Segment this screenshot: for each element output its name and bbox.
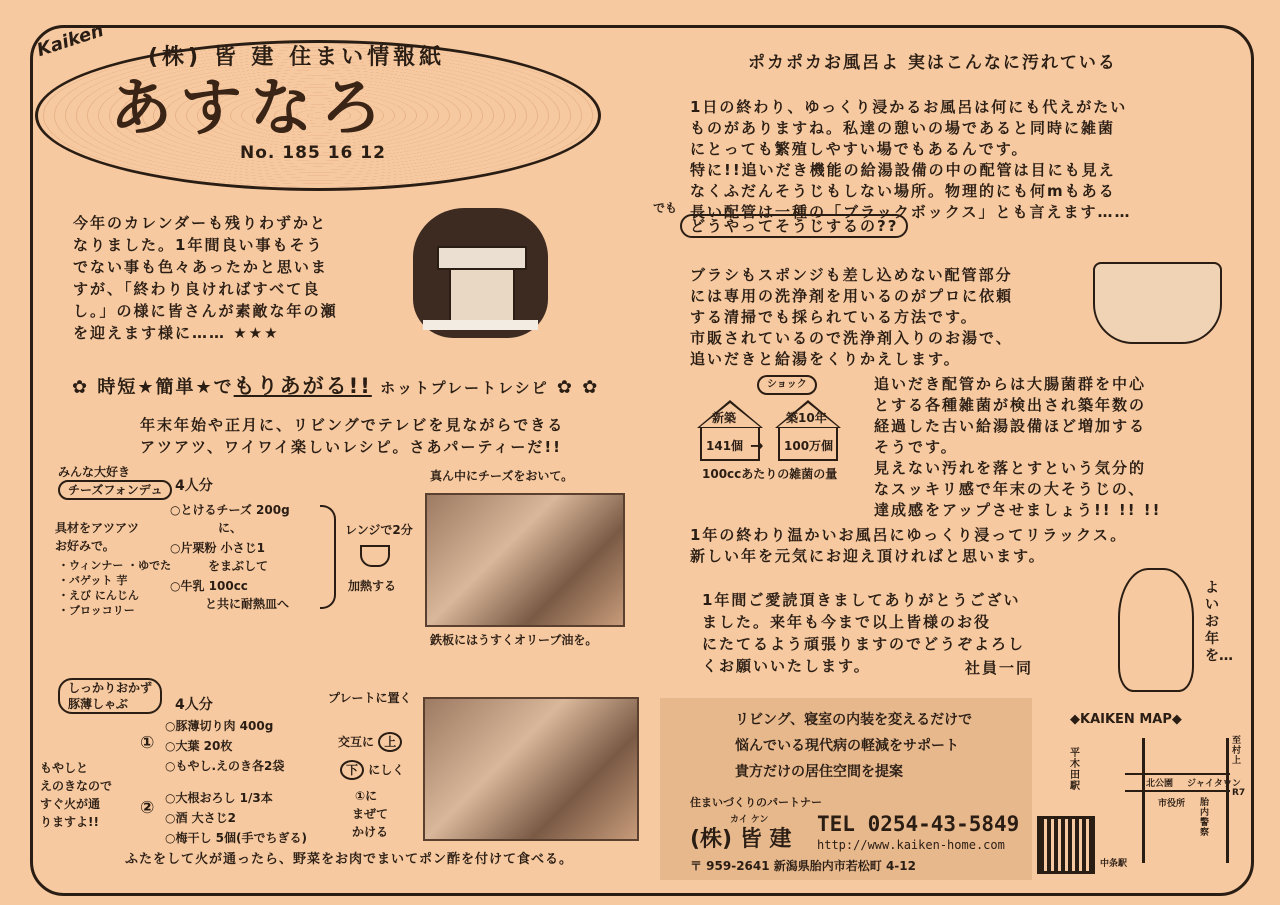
shock-label: ショック [757, 375, 817, 395]
bacteria-paragraph: そうです。 [874, 438, 958, 456]
pork-sauce: ○大根おろし 1/3本 [165, 791, 273, 805]
intro-line: 今年のカレンダーも残りわずかと [73, 214, 328, 232]
shrine-building [449, 268, 515, 327]
mix-note: かける [352, 825, 389, 839]
recipe-intro: 年末年始や正月に、リビングでテレビを見ながらできる [140, 416, 565, 434]
bacteria-paragraph: 達成感をアップさせましょう!! !! !! [874, 501, 1162, 519]
promo-line: リビング、寝室の内装を変えるだけで [735, 712, 973, 728]
cleaning-paragraph: ブラシもスポンジも差し込めない配管部分 [690, 266, 1013, 284]
fondue-item: ・バゲット 芋 [58, 574, 128, 587]
fondue-tag [58, 464, 172, 500]
side-note: えのきなので [40, 779, 113, 793]
map-label: 北公園 [1146, 779, 1174, 789]
map-road [1226, 738, 1229, 863]
company-furigana: カイ ケン [730, 815, 769, 825]
side-note: もやしと [40, 761, 89, 775]
pork-ingredient: ○豚薄切り肉 400g [165, 719, 274, 733]
map-road [1125, 790, 1230, 792]
intro-line: を迎えます様に…… ★★★ [73, 324, 280, 342]
promo-line: 貴方だけの居住空間を提案 [735, 764, 903, 780]
mix-note: まぜて [352, 807, 389, 821]
top-mark: 上 [378, 732, 402, 752]
company-website[interactable]: http://www.kaiken-home.com [817, 838, 1005, 852]
plate-note: プレートに置く [328, 691, 412, 705]
pork-tag-box [58, 678, 162, 714]
partner-label: 住まいづくりのパートナー [690, 796, 822, 809]
new-house-label: 新築 [712, 411, 737, 425]
closing-line: ました。来年も今まで以上皆様のお役 [702, 613, 992, 631]
map-label: 至村上 [1232, 736, 1242, 766]
fondue-ingredient-note: と共に耐熱皿へ [205, 597, 290, 611]
map-label: 胎内警察 [1200, 798, 1210, 838]
recipe-heading-pre: 時短★簡単★で [97, 377, 234, 398]
but-label: でも [653, 201, 678, 215]
bath-paragraph: 特に!!追いだき機能の給湯設備の中の配管は目にも見え [690, 161, 1116, 179]
bacteria-paragraph: 追いだき配管からは大腸菌群を中心 [874, 375, 1147, 393]
side-note: りますよ!! [40, 815, 99, 829]
cleaning-paragraph: 市販されているので洗浄剤入りのお湯で、 [690, 329, 1013, 347]
pork-ingredient: ○もやし.えのき各2袋 [165, 759, 285, 773]
cleaning-paragraph: には専用の洗浄剤を用いるのがプロに依頼 [690, 287, 1014, 305]
map-label: 市役所 [1158, 799, 1186, 809]
snow-ground [423, 320, 538, 330]
closing-line: にたてるよう頑張りますのでどうぞよろし [702, 635, 1026, 653]
fondue-left: お好みで。 [55, 539, 115, 553]
map-road [1125, 773, 1230, 775]
flower-icon: ✿ [72, 377, 98, 398]
fondue-left: 具材をアツアツ [55, 521, 140, 535]
map-road [1142, 738, 1145, 863]
recipe-heading-post: ホットプレートレシピ [380, 379, 549, 397]
closing-line: くお願いいたします。 [702, 657, 871, 675]
cat-illustration [1118, 568, 1194, 692]
fondue-items [58, 558, 171, 618]
pork-ingredient: ○大葉 20枚 [165, 739, 233, 753]
bacteria-paragraph: 経過した古い給湯設備ほど増加する [874, 417, 1147, 435]
cleaning-paragraph: 追いだきと給湯をくりかえします。 [690, 350, 961, 368]
step-number: ② [140, 798, 155, 818]
bowl-icon [360, 545, 390, 567]
company-name: (株) 皆 建 [690, 827, 792, 852]
issue-number: No. 185 16 12 [240, 143, 386, 163]
map-title: ◆KAIKEN MAP◆ [1070, 712, 1182, 727]
intro-line: なりました。1年間良い事もそう [73, 236, 324, 254]
relax-line: 新しい年を元気にお迎え頂ければと思います。 [690, 547, 1046, 565]
fondue-step: レンジで2分 [345, 523, 413, 537]
shrine-roof [437, 246, 527, 270]
fondue-item: ・えび にんじん [58, 589, 139, 602]
fondue-ingredient-note: に、 [218, 521, 243, 535]
bath-paragraph: ものがありますね。私達の憩いの場であると同時に雑菌 [690, 119, 1116, 137]
bath-paragraph: にとっても繁殖しやすい場でもあるんです。 [690, 140, 1029, 158]
old-house-label: 築10年 [786, 411, 827, 425]
side-note: すぐ火が通 [40, 797, 101, 811]
map-label: R7 [1232, 788, 1246, 798]
unit-caption: 100ccあたりの雑菌の量 [702, 467, 838, 481]
closing-line: 1年間ご愛読頂きましてありがとうござい [702, 591, 1021, 609]
flower-icon: ✿ ✿ [548, 377, 600, 398]
fondue-ingredient-note: をまぶして [208, 559, 269, 573]
fondue-serves: 4人分 [175, 478, 213, 494]
bottom-text: にしく [368, 763, 405, 777]
bath-paragraph: 1日の終わり、ゆっくり浸かるお風呂は何にも代えがたい [690, 98, 1128, 116]
intro-line: でない事も色々あったかと思いま [73, 258, 328, 276]
bottom-note [340, 760, 404, 780]
relax-line: 1年の終わり温かいお風呂にゆっくり浸ってリラックス。 [690, 526, 1128, 544]
pork-serves: 4人分 [175, 697, 213, 713]
photo-caption: 鉄板にはうすくオリーブ油を。 [430, 633, 598, 647]
new-house-count: 141個 [706, 439, 744, 453]
company-phone[interactable]: TEL 0254-43-5849 [817, 812, 1020, 836]
bacteria-paragraph: 見えない汚れを落とすという気分的 [874, 459, 1147, 477]
closing-signature: 社員一同 [965, 659, 1034, 677]
intro-line: すが、「終わり良ければすべて良 [73, 280, 321, 298]
kaiken-logo: Kaiken [34, 19, 107, 62]
pork-sauce: ○酒 大さじ2 [165, 811, 236, 825]
organization-label: (株) 皆 建 住まい情報紙 [148, 45, 446, 70]
old-house-count: 100万個 [784, 439, 834, 453]
newsletter-title: あすなろ [110, 71, 391, 144]
fondue-photo [425, 493, 625, 627]
mix-note: ①に [355, 789, 378, 803]
shrine-illustration [413, 208, 548, 338]
bottom-mark: 下 [340, 760, 364, 780]
pork-sauce: ○梅干し 5個(手でちぎる) [165, 831, 307, 845]
arrow-icon: → [750, 436, 764, 455]
bath-heading: ポカポカお風呂よ 実はこんなに汚れている [748, 53, 1117, 73]
company-address: 〒 959-2641 新潟県胎内市若松町 4-12 [690, 859, 916, 873]
intro-line: し。」の様に皆さんが素敵な年の瀬 [73, 302, 338, 320]
fondue-step: 加熱する [348, 579, 397, 593]
bacteria-paragraph: なスッキリ感で年末の大そうじの、 [874, 480, 1146, 498]
alternate-text: 交互に [338, 735, 375, 749]
recipe-heading [72, 370, 599, 400]
bath-paragraph: なくふだんそうじもしない場所。物理的にも何mもある [690, 182, 1116, 200]
fondue-item: ・ウィンナー ・ゆでた [58, 559, 172, 572]
promo-line: 悩んでいる現代病の軽減をサポート [735, 738, 959, 754]
fondue-ingredient: ○牛乳 100cc [170, 579, 248, 593]
bathtub-illustration [1093, 262, 1222, 344]
qr-code[interactable] [1037, 816, 1095, 874]
recipe-intro: アツアツ、ワイワイ楽しいレシピ。さあパーティーだ!! [140, 438, 563, 456]
fondue-brace [320, 505, 336, 609]
fondue-tag-title: チーズフォンデュ [58, 480, 172, 500]
bath-paragraph: 長い配管は一種の「ブラックボックス」とも言えます…… [690, 203, 1132, 221]
new-year-greeting: よいお年を… [1205, 580, 1233, 664]
fondue-item: ・ブロッコリー [58, 604, 135, 617]
recipe-heading-emphasis: もりあがる!! [233, 374, 372, 398]
bacteria-paragraph: とする各種雑菌が検出され築年数の [874, 396, 1147, 414]
map-label: 平木田駅 [1070, 748, 1080, 792]
fondue-ingredient: ○とけるチーズ 200g [170, 503, 290, 517]
cleaning-paragraph: する清掃でも採られている方法です。 [690, 308, 978, 326]
map-label: 中条駅 [1100, 859, 1128, 869]
step-number: ① [140, 733, 155, 753]
alternate-note [338, 732, 402, 752]
map-label: ジャイタウン [1187, 779, 1241, 789]
pork-tag [58, 678, 162, 714]
pork-footer: ふたをして火が通ったら、野菜をお肉でまいてポン酢を付けて食べる。 [125, 852, 574, 867]
question-bubble: どうやってそうじするの?? [680, 214, 908, 238]
fondue-tag-line: みんな大好き [58, 465, 131, 479]
pork-tag-title: 豚薄しゃぶ [68, 697, 129, 711]
pork-photo [423, 697, 639, 841]
fondue-ingredient: ○片栗粉 小さじ1 [170, 541, 265, 555]
photo-caption: 真ん中にチーズをおいて。 [430, 469, 574, 483]
pork-tag-line: しっかりおかず [68, 681, 153, 695]
